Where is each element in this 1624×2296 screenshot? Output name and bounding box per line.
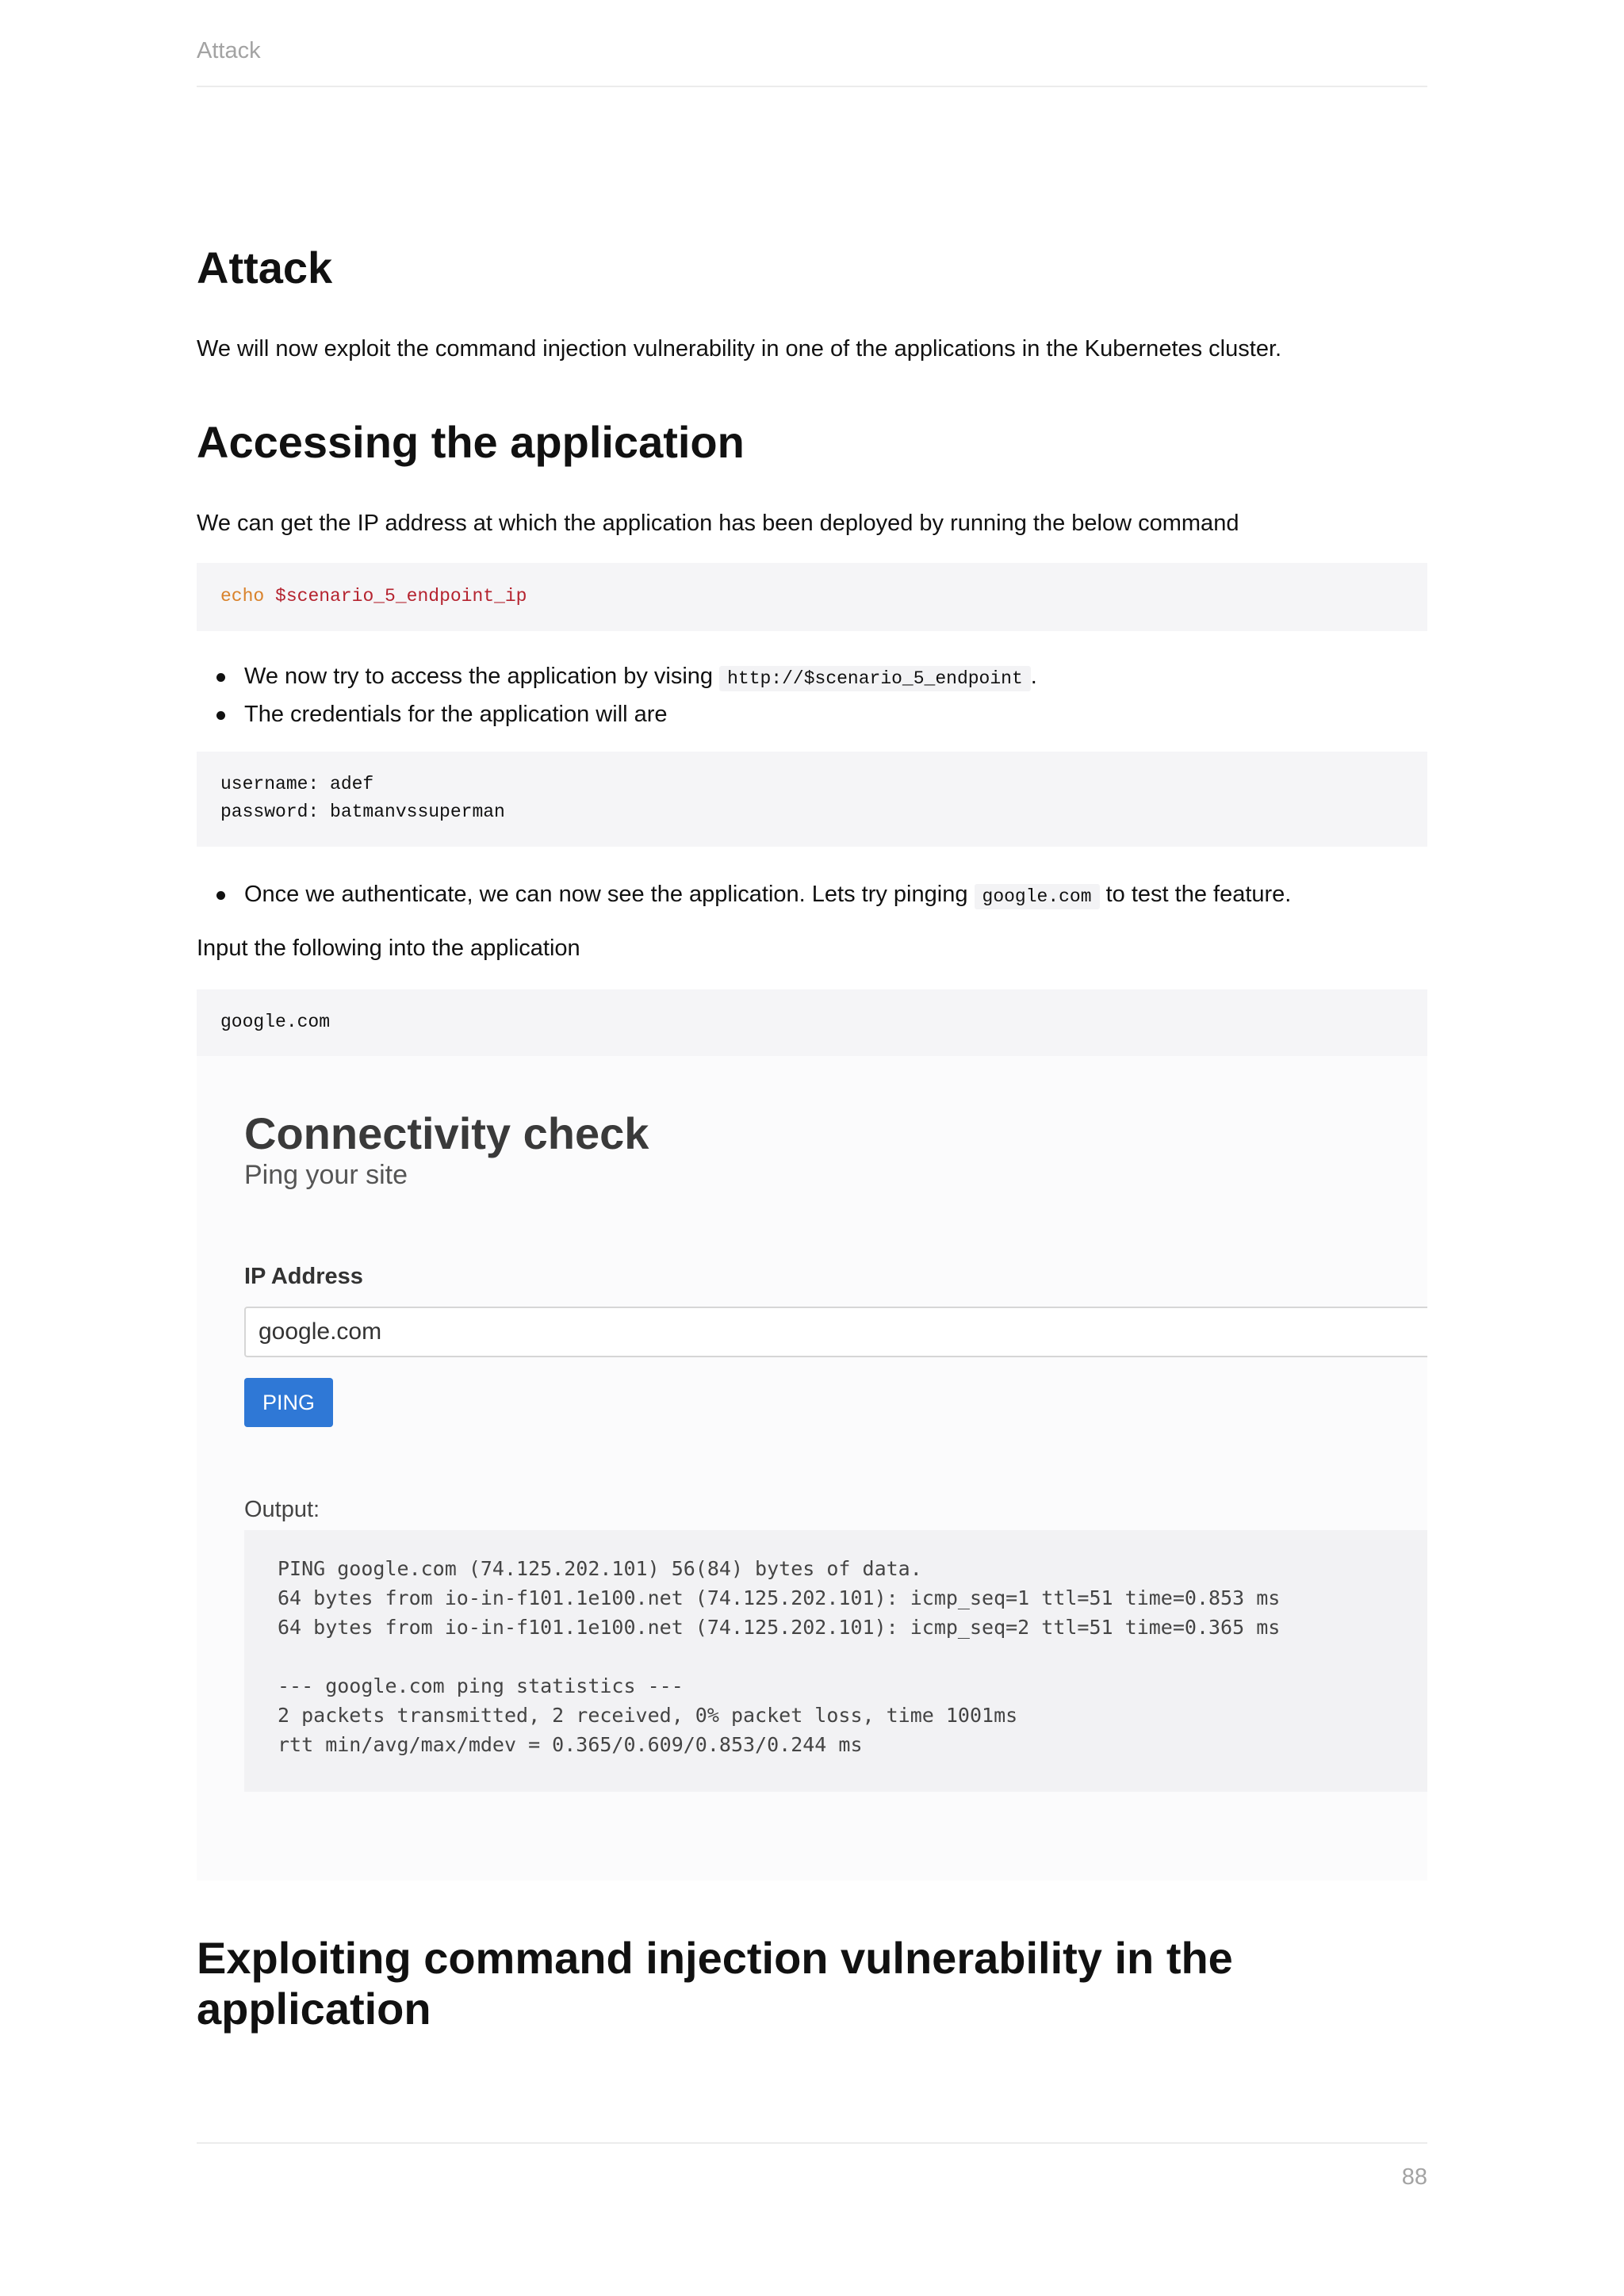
app-screenshot bbox=[197, 1056, 1427, 1881]
output-line: 64 bytes from io-in-f101.1e100.net (74.125.202.101): icmp_seq=1 ttl=51 time=0.853 ms bbox=[278, 1586, 1281, 1609]
list-item bbox=[197, 657, 1037, 695]
running-title: Attack bbox=[197, 38, 261, 63]
bullet-text: The credentials for the application will are bbox=[244, 702, 668, 727]
code-block-credentials bbox=[197, 752, 1427, 847]
bullet-text-after: to test the feature. bbox=[1105, 882, 1292, 907]
output-label: Output: bbox=[244, 1497, 320, 1522]
bullet-text: Once we authenticate, we can now see the application. Lets try pinging bbox=[244, 882, 968, 907]
intro-paragraph: We will now exploit the command injection vulnerability in one of the applications in the Kubernetes cluster. bbox=[197, 336, 1282, 362]
output-line bbox=[278, 1642, 1394, 1671]
section-heading-exploiting bbox=[197, 1933, 1233, 2034]
ip-paragraph: We can get the IP address at which the application has been deployed by running the below command bbox=[197, 511, 1239, 536]
output-line: 64 bytes from io-in-f101.1e100.net (74.125.202.101): icmp_seq=2 ttl=51 time=0.365 ms bbox=[278, 1616, 1281, 1639]
bullet-list-access bbox=[197, 657, 1037, 733]
output-line: --- google.com ping statistics --- bbox=[278, 1674, 684, 1697]
output-line: 2 packets transmitted, 2 received, 0% packet loss, time 1001ms bbox=[278, 1704, 1018, 1727]
code-keyword: echo bbox=[220, 586, 265, 607]
page-number: 88 bbox=[1401, 2164, 1427, 2190]
ip-address-input[interactable]: google.com bbox=[244, 1307, 1427, 1357]
list-item bbox=[197, 695, 1037, 733]
code-variable: $scenario_5_endpoint_ip bbox=[275, 586, 527, 607]
heading-line: Exploiting command injection vulnerability in the bbox=[197, 1933, 1233, 1983]
output-line: rtt min/avg/max/mdev = 0.365/0.609/0.853/0.244 ms bbox=[278, 1733, 863, 1756]
bullet-text: We now try to access the application by vising bbox=[244, 664, 714, 689]
heading-line: application bbox=[197, 1984, 431, 2034]
page-footer bbox=[197, 2142, 1427, 2190]
page-header bbox=[197, 38, 1427, 87]
code-line: google.com bbox=[220, 1012, 331, 1032]
app-title: Connectivity check bbox=[244, 1108, 649, 1158]
ip-address-label: IP Address bbox=[244, 1264, 363, 1289]
code-line: password: batmanvssuperman bbox=[220, 802, 505, 822]
inline-code-endpoint: http://$scenario_5_endpoint bbox=[719, 666, 1031, 691]
list-item bbox=[197, 875, 1291, 913]
bullet-dot bbox=[216, 673, 225, 682]
inline-code-google: google.com bbox=[975, 884, 1100, 909]
section-heading-accessing: Accessing the application bbox=[197, 417, 745, 467]
bullet-dot bbox=[216, 891, 225, 900]
code-line bbox=[220, 583, 1404, 610]
code-line: username: adef bbox=[220, 774, 374, 794]
output-line: PING google.com (74.125.202.101) 56(84) bytes of data. bbox=[278, 1557, 922, 1580]
app-subtitle: Ping your site bbox=[244, 1160, 408, 1190]
bullet-dot bbox=[216, 711, 225, 720]
output-box bbox=[244, 1530, 1427, 1792]
page-title: Attack bbox=[197, 243, 333, 293]
bullet-text-after: . bbox=[1030, 664, 1037, 689]
code-block-input bbox=[197, 989, 1427, 1056]
bullet-list-authenticate bbox=[197, 875, 1291, 913]
code-block-echo bbox=[197, 563, 1427, 631]
ping-button[interactable]: PING bbox=[244, 1378, 333, 1427]
input-paragraph: Input the following into the application bbox=[197, 936, 580, 961]
